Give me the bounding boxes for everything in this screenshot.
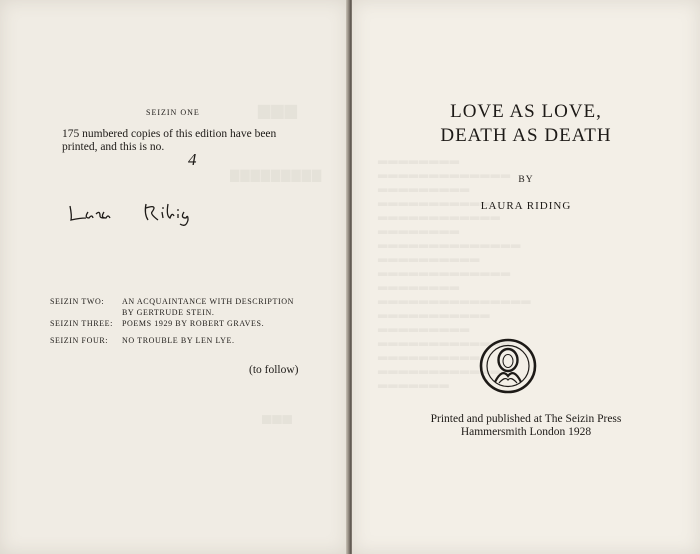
series-heading: SEIZIN ONE — [146, 108, 200, 117]
title-line: DEATH AS DEATH — [440, 125, 612, 146]
left-page — [0, 0, 348, 554]
list-item — [50, 335, 320, 346]
handwritten-copy-number: 4 — [188, 150, 197, 169]
bleed-through: ▇▇▇▇▇▇▇▇▇ — [230, 168, 323, 182]
imprint-line: Hammersmith London 1928 — [460, 426, 592, 438]
seizin-press-device-icon — [478, 338, 538, 394]
author-name: LAURA RIDING — [480, 200, 572, 212]
list-item-value — [122, 296, 320, 318]
to-follow-note: (to follow) — [249, 364, 299, 376]
book-title — [352, 100, 700, 148]
signature — [66, 196, 216, 228]
right-page — [352, 0, 700, 554]
list-item-key: SEIZIN THREE: — [50, 319, 113, 328]
list-item — [50, 296, 320, 318]
list-item — [50, 318, 320, 329]
edition-statement — [62, 128, 310, 154]
list-item-text: AN ACQUAINTANCE WITH DESCRIPTION — [122, 297, 294, 306]
list-item-value: NO TROUBLE BY LEN LYE. — [122, 336, 235, 345]
bleed-through: ▂▂▂▂▂▂▂▂ ▂▂▂▂▂▂▂▂▂▂▂▂▂ ▂▂▂▂▂▂▂▂▂ ▂▂▂▂▂▂▂▂▂▂▂ ▂▂▂▂▂▂▂▂▂▂▂▂ ▂▂▂▂▂▂▂▂ ▂▂▂▂▂▂▂▂▂▂▂▂▂▂ ▂▂▂▂▂▂▂▂▂▂ ▂▂▂▂▂▂▂▂▂▂▂▂▂ ▂▂▂▂▂▂▂▂ ▂▂▂▂▂▂▂▂▂▂▂▂▂▂▂ ▂▂▂▂▂▂▂▂▂▂▂ ▂▂▂▂▂▂▂▂▂ ▂▂▂▂▂▂▂▂▂▂▂▂▂ ▂▂▂▂▂▂▂▂▂▂ ▂▂▂▂▂▂▂▂▂▂▂▂ ▂▂▂▂▂▂▂ — [378, 150, 532, 388]
bleed-through: ▆▆▆ — [258, 102, 298, 119]
by-line: BY — [518, 175, 534, 185]
list-item-key: SEIZIN FOUR: — [50, 336, 109, 345]
edition-line: printed, and this is no. — [62, 141, 165, 153]
list-item-value: POEMS 1929 BY ROBERT GRAVES. — [122, 319, 265, 328]
title-line: LOVE AS LOVE, — [450, 101, 602, 122]
forthcoming-titles-list — [50, 296, 320, 346]
list-item-key: SEIZIN TWO: — [50, 297, 105, 306]
bleed-through: ▅▅▅ — [262, 410, 293, 424]
list-item-text: BY GERTRUDE STEIN. — [122, 308, 215, 317]
imprint — [352, 413, 700, 439]
imprint-line: Printed and published at The Seizin Press — [430, 413, 622, 425]
edition-line: 175 numbered copies of this edition have been — [62, 128, 277, 140]
